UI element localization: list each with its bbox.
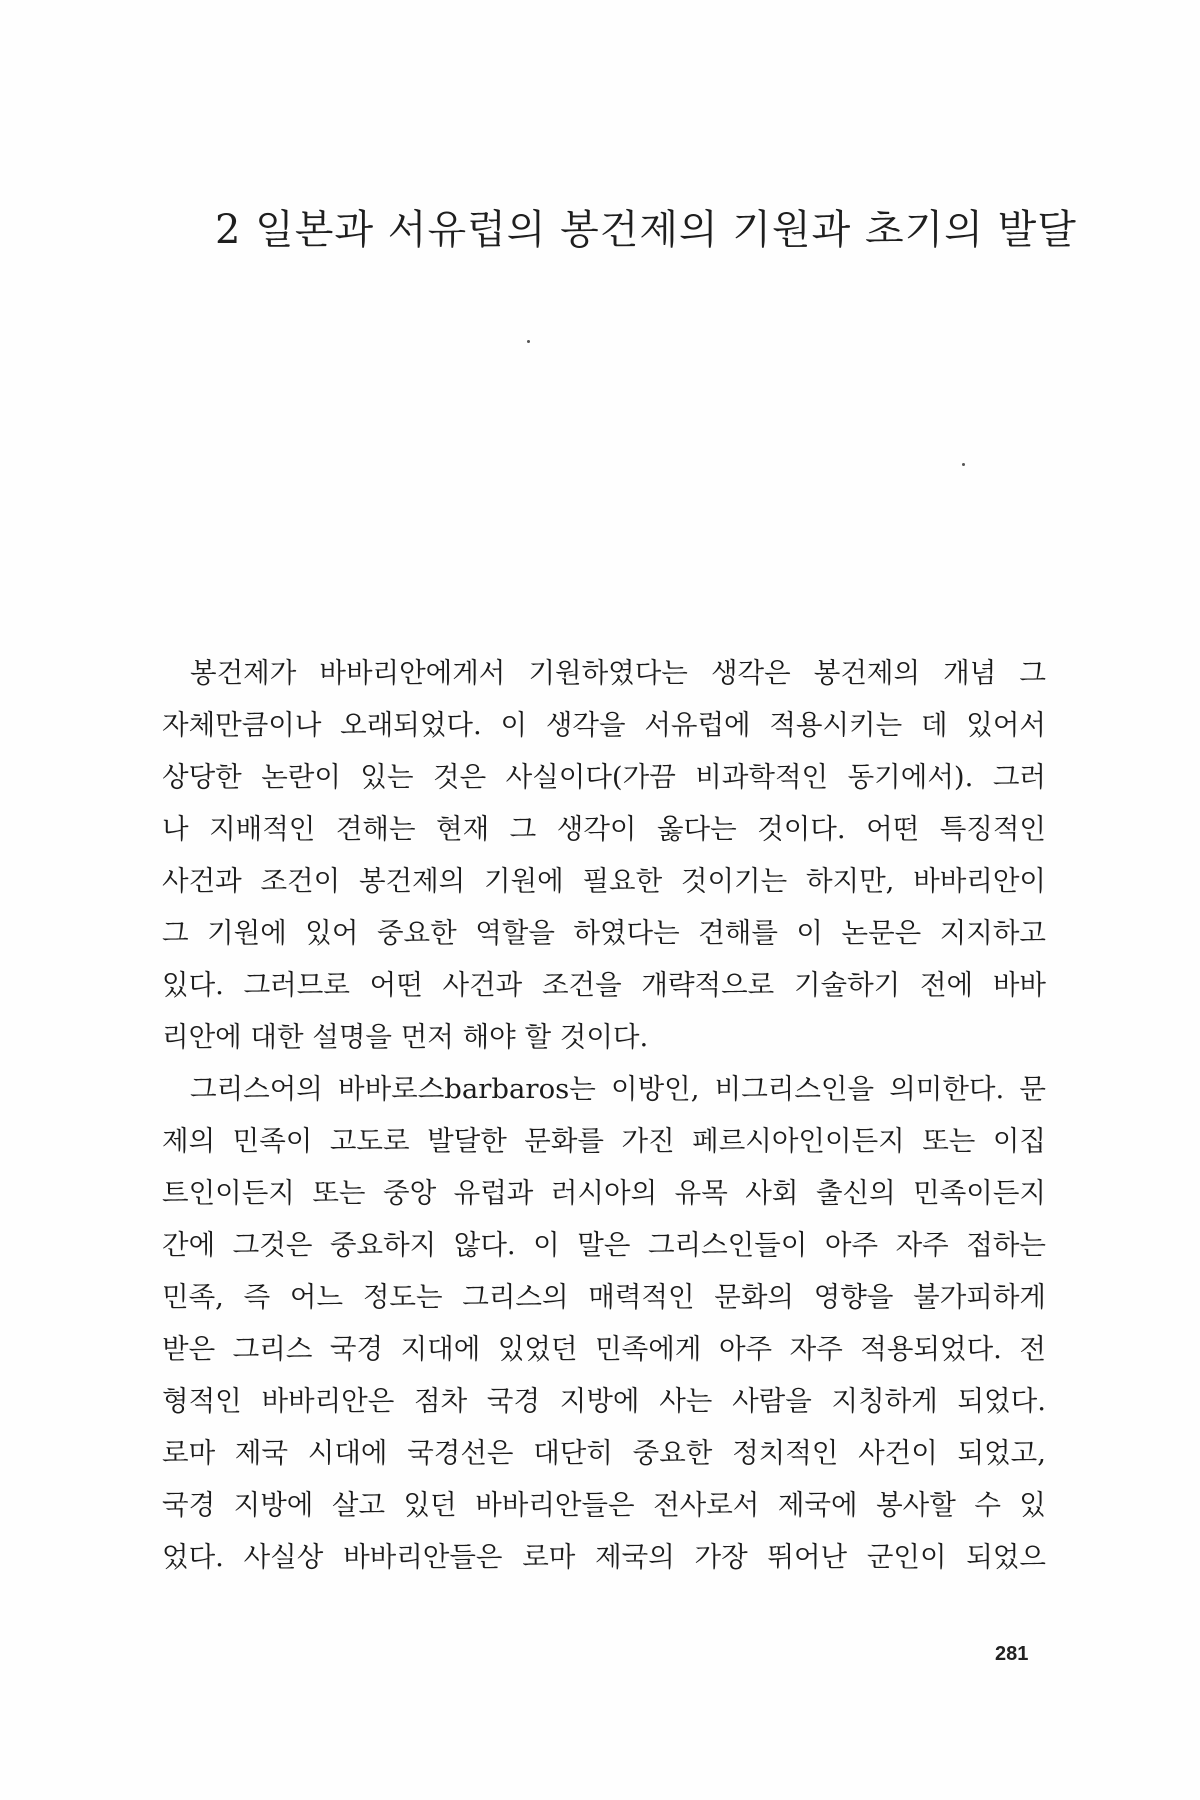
text-line: 자체만큼이나 오래되었다. 이 생각을 서유럽에 적용시키는 데 있어서 <box>162 709 1046 741</box>
text-line: 봉건제가 바바리안에게서 기원하였다는 생각은 봉건제의 개념 그 <box>190 657 1046 689</box>
text-line: 있다. 그러므로 어떤 사건과 조건을 개략적으로 기술하기 전에 바바 <box>162 969 1046 1001</box>
page-number: 281 <box>995 1643 1029 1665</box>
scan-speck <box>527 340 530 343</box>
text-line: 제의 민족이 고도로 발달한 문화를 가진 페르시아인이든지 또는 이집 <box>162 1125 1046 1157</box>
text-line: 리안에 대한 설명을 먼저 해야 할 것이다. <box>162 1021 649 1053</box>
text-line: 받은 그리스 국경 지대에 있었던 민족에게 아주 자주 적용되었다. 전 <box>162 1333 1046 1365</box>
text-line: 었다. 사실상 바바리안들은 로마 제국의 가장 뛰어난 군인이 되었으 <box>162 1541 1046 1573</box>
text-line: 형적인 바바리안은 점차 국경 지방에 사는 사람을 지칭하게 되었다. <box>162 1385 1046 1417</box>
text-line: 국경 지방에 살고 있던 바바리안들은 전사로서 제국에 봉사할 수 있 <box>162 1489 1046 1521</box>
body-text <box>162 647 1046 1583</box>
text-line: 로마 제국 시대에 국경선은 대단히 중요한 정치적인 사건이 되었고, <box>162 1437 1046 1469</box>
text-line: 민족, 즉 어느 정도는 그리스의 매력적인 문화의 영향을 불가피하게 <box>162 1281 1046 1313</box>
text-line: 간에 그것은 중요하지 않다. 이 말은 그리스인들이 아주 자주 접하는 <box>162 1229 1046 1261</box>
text-line: 나 지배적인 견해는 현재 그 생각이 옳다는 것이다. 어떤 특징적인 <box>162 813 1046 845</box>
chapter-title: 2 일본과 서유럽의 봉건제의 기원과 초기의 발달 <box>215 207 1077 253</box>
text-line: 그리스어의 바바로스barbaros는 이방인, 비그리스인을 의미한다. 문 <box>190 1073 1046 1105</box>
scan-speck <box>962 463 965 466</box>
text-line: 그 기원에 있어 중요한 역할을 하였다는 견해를 이 논문은 지지하고 <box>162 917 1046 949</box>
text-line: 상당한 논란이 있는 것은 사실이다(가끔 비과학적인 동기에서). 그러 <box>162 761 1046 793</box>
text-line: 트인이든지 또는 중앙 유럽과 러시아의 유목 사회 출신의 민족이든지 <box>162 1177 1046 1209</box>
text-line: 사건과 조건이 봉건제의 기원에 필요한 것이기는 하지만, 바바리안이 <box>162 865 1046 897</box>
